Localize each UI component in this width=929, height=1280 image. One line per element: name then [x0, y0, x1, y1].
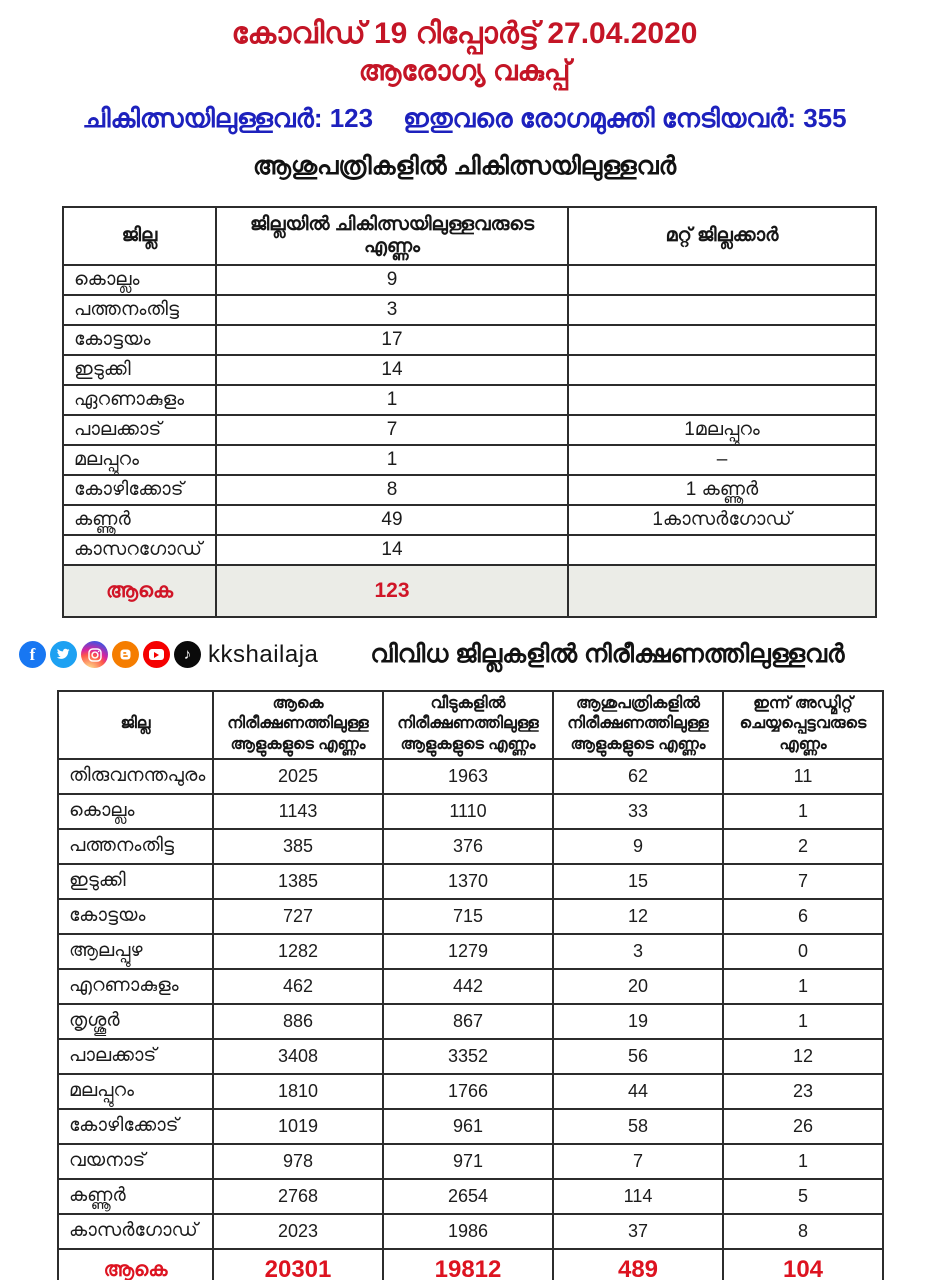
social-icons: [19, 641, 201, 668]
district-cell: പത്തനംതിട്ട: [58, 829, 213, 864]
value-cell: 15: [553, 864, 723, 899]
value-cell: 1: [216, 445, 568, 475]
table-row: [58, 1074, 883, 1109]
district-cell: കോഴിക്കോട്: [58, 1109, 213, 1144]
value-cell: 0: [723, 934, 883, 969]
value-cell: 2: [723, 829, 883, 864]
table2-total-admitted: 104: [723, 1249, 883, 1280]
table-row: [63, 475, 876, 505]
table1-header-row: [63, 207, 876, 265]
table-row: [63, 325, 876, 355]
value-cell: 1019: [213, 1109, 383, 1144]
table1-header-count: ജില്ലയിൽ ചികിത്സയിലുള്ളവരുടെ എണ്ണം: [216, 207, 568, 265]
value-cell: [568, 325, 876, 355]
value-cell: 5: [723, 1179, 883, 1214]
value-cell: 1: [723, 1144, 883, 1179]
table2-total-label: ആകെ: [58, 1249, 213, 1280]
table-row: [58, 759, 883, 794]
value-cell: 33: [553, 794, 723, 829]
table1-total-value: 123: [216, 565, 568, 617]
twitter-icon: [50, 641, 77, 668]
district-cell: കാസറഗോഡ്: [63, 535, 216, 565]
table1-total-row: [63, 565, 876, 617]
table1-total-other: [568, 565, 876, 617]
under-treatment-stat: ചികിത്സയിലുള്ളവർ: 123: [82, 102, 374, 133]
value-cell: 11: [723, 759, 883, 794]
value-cell: 1766: [383, 1074, 553, 1109]
table-row: [58, 1109, 883, 1144]
instagram-camera-glyph: [87, 647, 103, 663]
instagram-icon: [81, 641, 108, 668]
value-cell: 12: [723, 1039, 883, 1074]
table-row: [63, 445, 876, 475]
value-cell: 442: [383, 969, 553, 1004]
value-cell: 978: [213, 1144, 383, 1179]
stats-line: [0, 103, 929, 135]
value-cell: [568, 535, 876, 565]
table2-header-hospital-observation: ആശുപത്രികളിൽ നിരീക്ഷണത്തിലുള്ള ആളുകളുടെ എണ്ണം: [553, 691, 723, 759]
value-cell: 1370: [383, 864, 553, 899]
value-cell: 1: [723, 969, 883, 1004]
value-cell: 1282: [213, 934, 383, 969]
value-cell: 7: [723, 864, 883, 899]
district-cell: തിരുവനന്തപുരം: [58, 759, 213, 794]
table-row: [58, 1179, 883, 1214]
facebook-icon: f: [19, 641, 46, 668]
value-cell: 49: [216, 505, 568, 535]
table2-header-district: ജില്ല: [58, 691, 213, 759]
value-cell: [568, 355, 876, 385]
table2-header-admitted-today: ഇന്ന് അഡ്മിറ്റ് ചെയ്യപ്പെട്ടവരുടെ എണ്ണം: [723, 691, 883, 759]
value-cell: [568, 295, 876, 325]
value-cell: 1: [723, 1004, 883, 1039]
social-handle: kkshailaja: [208, 640, 319, 668]
value-cell: 37: [553, 1214, 723, 1249]
blogger-icon: [112, 641, 139, 668]
table2-total-row: [58, 1249, 883, 1280]
value-cell: 1110: [383, 794, 553, 829]
value-cell: [568, 385, 876, 415]
value-cell: 462: [213, 969, 383, 1004]
tiktok-icon: ♪: [174, 641, 201, 668]
table-row: [58, 934, 883, 969]
value-cell: 886: [213, 1004, 383, 1039]
table2-body: [58, 759, 883, 1249]
observation-table: [57, 690, 884, 1280]
table2-header-total-observation: ആകെ നിരീക്ഷണത്തിലുള്ള ആളുകളുടെ എണ്ണം: [213, 691, 383, 759]
twitter-bird-glyph: [56, 647, 71, 662]
table1-total-label: ആകെ: [63, 565, 216, 617]
table-row: [63, 385, 876, 415]
table1-title: ആശുപത്രികളിൽ ചികിത്സയിലുള്ളവർ: [252, 151, 677, 180]
report-title: കോവിഡ് 19 റിപ്പോർട്ട് 27.04.2020: [231, 17, 698, 50]
value-cell: 1810: [213, 1074, 383, 1109]
value-cell: 1385: [213, 864, 383, 899]
value-cell: 385: [213, 829, 383, 864]
value-cell: 1279: [383, 934, 553, 969]
value-cell: 62: [553, 759, 723, 794]
district-cell: കോട്ടയം: [63, 325, 216, 355]
social-strip: [19, 637, 929, 673]
value-cell: 3352: [383, 1039, 553, 1074]
table1-header-district: ജില്ല: [63, 207, 216, 265]
table-row: [58, 794, 883, 829]
table1-header-other-districts: മറ്റ് ജില്ലക്കാർ: [568, 207, 876, 265]
table-row: [63, 265, 876, 295]
district-cell: തൃശ്ശൂർ: [58, 1004, 213, 1039]
value-cell: 3: [216, 295, 568, 325]
table-row: [63, 505, 876, 535]
recovered-stat: ഇതുവരെ രോഗമുക്തി നേടിയവർ: 355: [403, 102, 847, 133]
district-cell: വയനാട്: [58, 1144, 213, 1179]
table-row: [63, 535, 876, 565]
value-cell: 727: [213, 899, 383, 934]
hospital-treatment-table: [62, 206, 877, 618]
district-cell: ഇടുക്കി: [63, 355, 216, 385]
table-row: [58, 829, 883, 864]
youtube-icon: [143, 641, 170, 668]
value-cell: 1മലപ്പുറം: [568, 415, 876, 445]
district-cell: കണ്ണൂർ: [63, 505, 216, 535]
district-cell: പാലക്കാട്: [63, 415, 216, 445]
value-cell: 58: [553, 1109, 723, 1144]
value-cell: 8: [216, 475, 568, 505]
value-cell: [568, 265, 876, 295]
value-cell: 1കാസർഗോഡ്: [568, 505, 876, 535]
value-cell: 7: [216, 415, 568, 445]
district-cell: കോഴിക്കോട്: [63, 475, 216, 505]
table-row: [63, 355, 876, 385]
value-cell: 19: [553, 1004, 723, 1039]
value-cell: 971: [383, 1144, 553, 1179]
table-row: [58, 1144, 883, 1179]
value-cell: 26: [723, 1109, 883, 1144]
table2-total-observation: 20301: [213, 1249, 383, 1280]
district-cell: മലപ്പുറം: [58, 1074, 213, 1109]
value-cell: 9: [216, 265, 568, 295]
district-cell: പാലക്കാട്: [58, 1039, 213, 1074]
district-cell: ഏറണാകുളം: [63, 385, 216, 415]
table-row: [58, 899, 883, 934]
blogger-b-glyph: [118, 647, 133, 662]
value-cell: 20: [553, 969, 723, 1004]
district-cell: എറണാകുളം: [58, 969, 213, 1004]
district-cell: ആലപ്പുഴ: [58, 934, 213, 969]
value-cell: 2768: [213, 1179, 383, 1214]
value-cell: 1 കണ്ണൂർ: [568, 475, 876, 505]
table-row: [63, 295, 876, 325]
value-cell: 961: [383, 1109, 553, 1144]
table1-body: [63, 265, 876, 565]
table2-header-row: [58, 691, 883, 759]
value-cell: 6: [723, 899, 883, 934]
district-cell: കൊല്ലം: [63, 265, 216, 295]
district-cell: കാസർഗോഡ്: [58, 1214, 213, 1249]
table-row: [58, 864, 883, 899]
value-cell: 9: [553, 829, 723, 864]
table-row: [58, 1004, 883, 1039]
value-cell: 376: [383, 829, 553, 864]
district-cell: കോട്ടയം: [58, 899, 213, 934]
value-cell: 1143: [213, 794, 383, 829]
value-cell: 715: [383, 899, 553, 934]
value-cell: 3: [553, 934, 723, 969]
value-cell: 17: [216, 325, 568, 355]
value-cell: 2025: [213, 759, 383, 794]
value-cell: 7: [553, 1144, 723, 1179]
district-cell: കണ്ണൂർ: [58, 1179, 213, 1214]
value-cell: 2023: [213, 1214, 383, 1249]
value-cell: 44: [553, 1074, 723, 1109]
youtube-box-glyph: [149, 649, 164, 660]
district-cell: കൊല്ലം: [58, 794, 213, 829]
value-cell: 12: [553, 899, 723, 934]
value-cell: 1986: [383, 1214, 553, 1249]
value-cell: –: [568, 445, 876, 475]
table-row: [58, 1039, 883, 1074]
district-cell: മലപ്പുറം: [63, 445, 216, 475]
district-cell: ഇടുക്കി: [58, 864, 213, 899]
table2-title: വിവിധ ജില്ലകളിൽ നിരീക്ഷണത്തിലുള്ളവർ: [370, 640, 845, 669]
value-cell: 3408: [213, 1039, 383, 1074]
table2-total-home: 19812: [383, 1249, 553, 1280]
department-title: ആരോഗ്യ വകുപ്പ്: [358, 55, 571, 86]
value-cell: 14: [216, 355, 568, 385]
table-row: [63, 415, 876, 445]
table-row: [58, 969, 883, 1004]
value-cell: 23: [723, 1074, 883, 1109]
table2-total-hospital: 489: [553, 1249, 723, 1280]
table-row: [58, 1214, 883, 1249]
value-cell: 867: [383, 1004, 553, 1039]
value-cell: 1: [216, 385, 568, 415]
value-cell: 8: [723, 1214, 883, 1249]
report-header: [0, 0, 929, 181]
district-cell: പത്തനംതിട്ട: [63, 295, 216, 325]
value-cell: 1: [723, 794, 883, 829]
value-cell: 2654: [383, 1179, 553, 1214]
youtube-play-glyph: [154, 652, 159, 658]
value-cell: 14: [216, 535, 568, 565]
table2-header-home-observation: വീടുകളിൽ നിരീക്ഷണത്തിലുള്ള ആളുകളുടെ എണ്ണം: [383, 691, 553, 759]
value-cell: 56: [553, 1039, 723, 1074]
value-cell: 1963: [383, 759, 553, 794]
value-cell: 114: [553, 1179, 723, 1214]
